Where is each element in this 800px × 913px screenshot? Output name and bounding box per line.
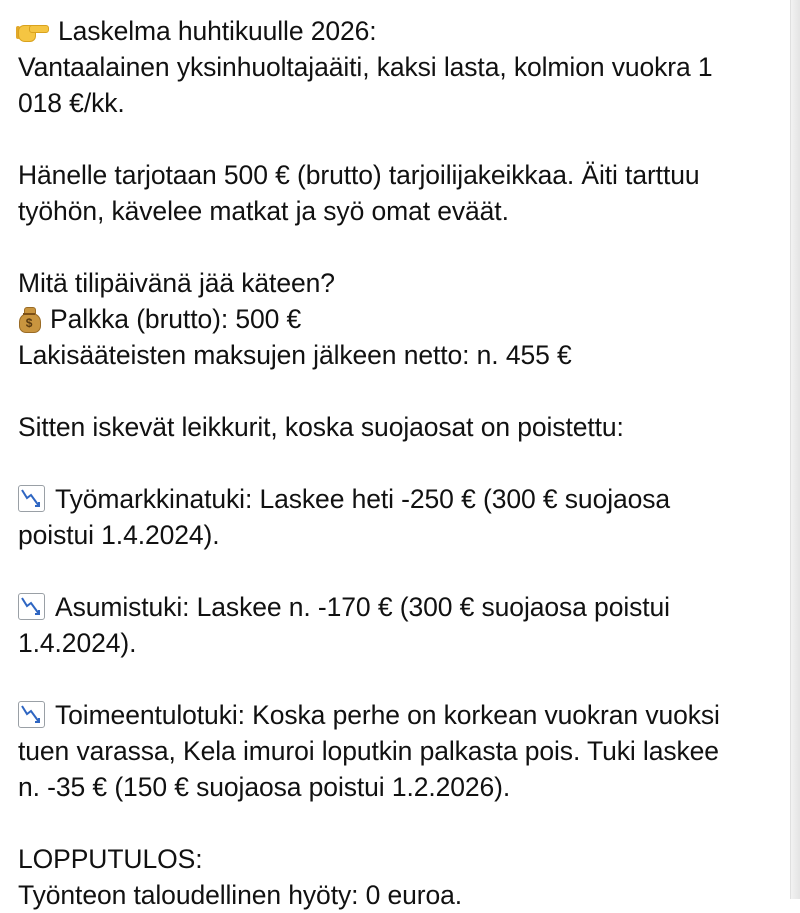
cut-line: tuen varassa, Kela imuroi loputkin palkasta pois. Tuki laskee: [18, 736, 719, 766]
title-text: Laskelma huhtikuulle 2026:: [58, 16, 377, 46]
intro-line: Vantaalainen yksinhuoltajaäiti, kaksi lasta, kolmion vuokra 1: [18, 52, 713, 82]
money-bag-icon: $: [18, 304, 40, 332]
cut-line: [18, 481, 788, 517]
cut-text: Asumistuki: Laskee n. -170 € (300 € suojaosa poistui: [55, 592, 670, 622]
cut-line: n. -35 € (150 € suojaosa poistui 1.2.2026).: [18, 772, 511, 802]
message-text: [18, 13, 788, 913]
chart-decreasing-icon: [18, 701, 45, 728]
cut-line: 1.4.2024).: [18, 628, 137, 658]
salary-line: [18, 301, 788, 337]
pointing-hand-icon: [18, 19, 48, 41]
result-heading: LOPPUTULOS:: [18, 844, 203, 874]
cut-line: [18, 697, 788, 733]
result-line: Työnteon taloudellinen hyöty: 0 euroa.: [18, 880, 463, 910]
cut-line: poistui 1.4.2024).: [18, 520, 220, 550]
intro-line: 018 €/kk.: [18, 88, 125, 118]
cut-text: Työmarkkinatuki: Laskee heti -250 € (300 € suojaosa: [55, 484, 671, 514]
offer-line: työhön, kävelee matkat ja syö omat eväät.: [18, 196, 509, 226]
cuts-intro-line: Sitten iskevät leikkurit, koska suojaosat on poistettu:: [18, 412, 624, 442]
offer-line: Hänelle tarjotaan 500 € (brutto) tarjoilijakeikkaa. Äiti tarttuu: [18, 160, 700, 190]
net-line: Lakisääteisten maksujen jälkeen netto: n. 455 €: [18, 340, 572, 370]
scrollbar-edge: [790, 0, 800, 899]
question-line: Mitä tilipäivänä jää käteen?: [18, 268, 335, 298]
chart-decreasing-icon: [18, 593, 45, 620]
title-line: [18, 13, 788, 49]
cut-line: [18, 589, 788, 625]
salary-text: Palkka (brutto): 500 €: [50, 304, 302, 334]
chart-decreasing-icon: [18, 485, 45, 512]
cut-text: Toimeentulotuki: Koska perhe on korkean vuokran vuoksi: [55, 700, 720, 730]
